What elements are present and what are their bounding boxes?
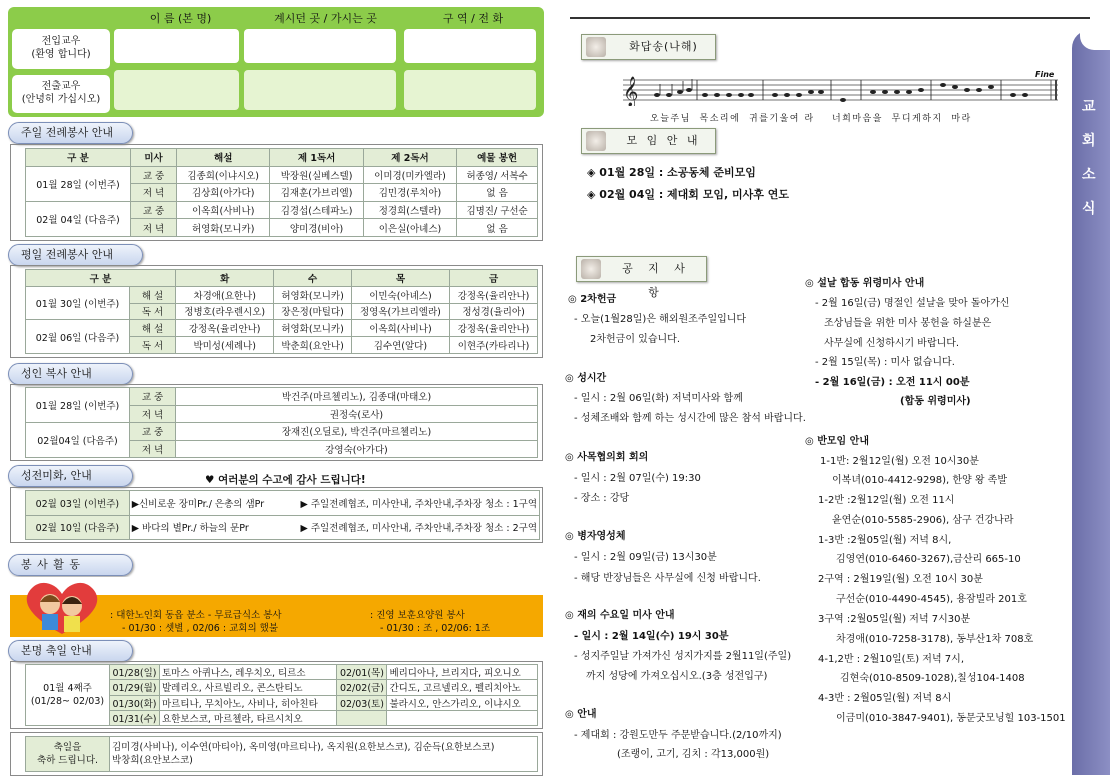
table-cell: 발레리오, 사르빌리오, 콘스탄티노 [160, 680, 337, 695]
transfer-out-zone-cell [404, 70, 536, 110]
transfer-in-label [12, 29, 110, 69]
hymn-fine: Fine [1035, 70, 1055, 79]
transfer-in-zone-cell [404, 29, 536, 63]
table-cell: ▶ 바다의 별Pr./ 하늘의 문Pr [129, 515, 298, 540]
notice-item-heading: ◎ 2차헌금 [568, 294, 617, 305]
mass-cell: 저 녁 [130, 405, 176, 423]
congrats-label-cell [26, 737, 110, 772]
table-cell: 김명진/ 구선순 [457, 201, 538, 219]
date-cell: 02/01(목) [337, 665, 387, 680]
ban-meeting-line: 1-1반: 2월12일(월) 오전 10시30분 [820, 456, 979, 467]
header-cell: 구 분 [26, 270, 176, 287]
transfer-in-name-cell [114, 29, 239, 63]
notice-item-line: - 장소 : 강당 [574, 493, 630, 504]
table-cell: 요한보스코, 마르첼라, 타르시치오 [160, 710, 337, 725]
transfer-out-label [12, 75, 110, 113]
date-cell: 01월 28일 (이번주) [26, 166, 131, 201]
table-cell: 허영화(모니카) [274, 320, 351, 337]
meeting-item-2: ◈ 02월 04일 : 제대회 모임, 미사후 연도 [587, 188, 789, 201]
service-title: 봉 사 활 동 [8, 554, 133, 576]
table-row [26, 166, 538, 184]
sunday-table-frame [10, 144, 543, 241]
congrats-label: 축일을 [53, 742, 82, 753]
table-cell: 불라시오, 안스가리오, 이냐시오 [387, 695, 538, 710]
meeting-title: 모 임 안 내 [626, 134, 701, 147]
notice-title: 공 지 사 항 [622, 262, 691, 299]
table-cell: 김수연(알다) [351, 337, 449, 354]
table-cell: ▶ 주일전례협조, 미사안내, 주차안내,주차장 청소 : 2구역 [299, 515, 540, 540]
sunday-title: 주일 전례봉사 안내 [8, 122, 133, 144]
table-cell: 허영화(모니카) [177, 219, 270, 237]
date-cell: 01/28(일) [110, 665, 160, 680]
header-cell: 금 [450, 270, 538, 287]
table-cell: 정병호(라우렌시오) [176, 303, 274, 320]
date-cell: 01/30(화) [110, 695, 160, 710]
table-cell: 이민숙(아녜스) [351, 286, 449, 303]
ban-meeting-line: 김현숙(010-8509-1028),칠성104-1408 [840, 673, 1025, 684]
table-cell: 박건주(마르첼리노), 김종대(마태오) [176, 388, 538, 406]
sunday-table [25, 148, 538, 237]
header-cell: 해설 [177, 149, 270, 167]
table-cell: 마르티나, 무치아노, 사비나, 히아친타 [160, 695, 337, 710]
transfer-in-place-cell [244, 29, 396, 63]
table-cell: 김재훈(가브리엘) [270, 184, 363, 202]
role-cell: 독 서 [130, 303, 176, 320]
table-cell: 김상희(아가다) [177, 184, 270, 202]
date-cell: 02월 06일 (다음주) [26, 320, 130, 354]
transfer-in-sub: (환영 합니다) [31, 49, 91, 60]
notice-item-heading: ◎ 반모임 안내 [805, 436, 869, 447]
header-cell: 수 [274, 270, 351, 287]
congrats-names: 김미경(사비나), 이수연(마티아), 옥미영(마르티나), 옥지원(요한보스코), 김순득(요한보스코) [112, 742, 495, 753]
notice-item-heading: ◎ 병자영성체 [565, 531, 626, 542]
sidebar-char-3: 소 [1082, 167, 1096, 183]
ban-meeting-line: 2구역 : 2월19일(월) 오전 10시 30분 [818, 574, 983, 585]
mass-cell: 교 중 [130, 423, 176, 441]
header-cell: 목 [351, 270, 449, 287]
table-cell [387, 710, 538, 725]
notice-item-line: - 해당 반장님들은 사무실에 신청 바랍니다. [574, 573, 761, 584]
notice-item-line: - 일시 : 2월 14일(수) 19시 30분 [574, 631, 729, 642]
table-cell: 없 음 [457, 219, 538, 237]
hymn-lyrics: 오늘주님 목소리에 귀를기울여 라 너희마음을 무디게하지 마라 [650, 114, 972, 124]
notice-item-heading: ◎ 재의 수요일 미사 안내 [565, 610, 675, 621]
sidebar-char-4: 식 [1082, 201, 1096, 217]
transfer-out-name-cell [114, 70, 239, 110]
congrats-frame [10, 732, 543, 776]
table-row [26, 270, 538, 287]
table-cell: 양미경(비아) [270, 219, 363, 237]
mass-cell: 교 중 [131, 201, 177, 219]
table-cell: 정영옥(가브리엘라) [351, 303, 449, 320]
welcome-panel [8, 7, 544, 117]
flowers-table [25, 490, 540, 540]
transfer-out-sub: (안녕히 가십시오) [21, 94, 101, 105]
transfer-in-text: 전입교우 [41, 36, 81, 47]
notice-item-heading: ◎ 안내 [565, 709, 597, 720]
date-cell: 02/03(토) [337, 695, 387, 710]
flowers-thanks: ♥ 여러분의 수고에 감사 드립니다! [205, 474, 366, 486]
table-cell: ▶신비로운 장미Pr./ 은총의 샘Pr [129, 491, 298, 516]
hymn-title: 화답송(나해) [629, 40, 698, 53]
table-cell: 박춘희(요안나) [274, 337, 351, 354]
table-row [26, 665, 538, 680]
praying-face-icon [586, 37, 606, 57]
notice-item-line: - 2월 16일(금) 명절인 설날을 맞아 돌아가신 [815, 298, 1010, 309]
praying-face-icon [586, 131, 606, 151]
table-cell: 허종영/ 서복수 [457, 166, 538, 184]
header-cell: 미사 [131, 149, 177, 167]
congrats-table [25, 736, 538, 772]
feast-title: 본명 축일 안내 [8, 640, 133, 662]
role-cell: 해 설 [130, 286, 176, 303]
notice-item-line: 조상님들을 위한 미사 봉헌을 하실분은 [824, 318, 992, 329]
table-cell: 정성경(율리아) [450, 303, 538, 320]
weekday-table [25, 269, 538, 354]
mass-cell: 저 녁 [131, 219, 177, 237]
welcome-header-zone: 구 역 / 전 화 [442, 12, 504, 25]
mass-cell: 교 중 [130, 388, 176, 406]
notice-item-line: - 일시 : 2월 06일(화) 저녁미사와 함께 [574, 393, 743, 404]
table-cell: 박미성(세례나) [176, 337, 274, 354]
sidebar-notch [1080, 30, 1110, 50]
table-row [26, 201, 538, 219]
date-cell: 01월 28일 (이번주) [26, 388, 130, 423]
ban-meeting-line: 윤연순(010-5585-2906), 삼구 건강나라 [832, 515, 1014, 526]
table-cell: ▶ 주일전례협조, 미사안내, 주차안내,주차장 청소 : 1구역 [299, 491, 540, 516]
notice-item-line: (조랭이, 고기, 김치 : 각13,000원) [617, 749, 770, 760]
table-cell: 이현주(카타리나) [450, 337, 538, 354]
mass-cell: 교 중 [131, 166, 177, 184]
notice-item-line: 2차헌금이 있습니다. [590, 334, 680, 345]
header-cell: 예물 봉헌 [457, 149, 538, 167]
flowers-title: 성전미화, 안내 [8, 465, 133, 487]
table-cell: 허영화(모니카) [274, 286, 351, 303]
notice-header [576, 256, 707, 299]
table-cell: 베리디아나, 브리지다, 피오니오 [387, 665, 538, 680]
header-cell: 제 1독서 [270, 149, 363, 167]
adult-title: 성인 복사 안내 [8, 363, 133, 385]
table-cell: 정경희(스텔라) [363, 201, 456, 219]
ban-meeting-line: 이복녀(010-4412-9298), 한양 왕 족발 [832, 475, 1007, 486]
date-cell: 01/29(월) [110, 680, 160, 695]
congrats-names-2: 박창희(요안보스코) [112, 755, 193, 766]
ban-meeting-line: 1-2반 :2월12일(월) 오전 11시 [818, 495, 955, 506]
notice-item-line: - 2월 15일(목) : 미사 없습니다. [815, 357, 955, 368]
ban-meeting-line: 구선순(010-4490-4545), 용잠빌라 201호 [836, 594, 1027, 605]
notice-item-line: - 제대회 : 강원도만두 주문받습니다.(2/10까지) [574, 730, 782, 741]
transfer-out-place-cell [244, 70, 396, 110]
table-row [26, 737, 538, 772]
table-row [26, 388, 538, 406]
role-cell: 해 설 [130, 320, 176, 337]
table-cell: 강영숙(아가다) [176, 440, 538, 458]
notice-item-line: - 일시 : 2월 07일(수) 19:30 [574, 473, 701, 484]
sidebar-banner [1072, 30, 1110, 775]
table-cell: 없 음 [457, 184, 538, 202]
service-left-2: - 01/30 : 셋별 , 02/06 : 교회의 했불 [122, 623, 279, 634]
table-row [26, 149, 538, 167]
notice-item-line: 까지 성당에 가져오십시오.(3층 성전입구) [586, 671, 768, 682]
table-cell: 차경애(요한나) [176, 286, 274, 303]
service-right-1: : 진영 보훈요양원 봉사 [370, 610, 465, 621]
feast-table-frame [10, 661, 543, 729]
table-cell: 이미경(미카엘라) [363, 166, 456, 184]
table-cell: 이옥희(사비나) [351, 320, 449, 337]
ban-meeting-line: 이금미(010-3847-9401), 동문굿모닝힐 103-1501 [836, 713, 1066, 724]
header-cell: 제 2독서 [363, 149, 456, 167]
table-cell: 강정옥(율리안나) [176, 320, 274, 337]
sidebar-char-1: 교 [1082, 99, 1096, 115]
notice-item-line: 사무실에 신청하시기 바랍니다. [824, 338, 960, 349]
praying-face-icon [581, 259, 601, 279]
feast-range: (01/28~ 02/03) [30, 696, 105, 707]
mass-cell: 저 녁 [131, 184, 177, 202]
notice-item-line: (합동 위령미사) [900, 396, 971, 407]
date-cell [337, 710, 387, 725]
svg-text:𝄞: 𝄞 [623, 77, 639, 106]
notice-item-line: - 일시 : 2월 09일(금) 13시30분 [574, 552, 717, 563]
adult-table [25, 387, 538, 458]
congrats-names-cell [110, 737, 538, 772]
table-cell: 김민경(루치아) [363, 184, 456, 202]
date-cell: 02월 03일 (이번주) [26, 491, 130, 516]
notice-item-heading: ◎ 성시간 [565, 373, 607, 384]
right-top-rule [570, 17, 1090, 19]
weekday-table-frame [10, 265, 543, 358]
transfer-out-text: 전출교우 [41, 81, 81, 92]
date-cell: 02월04일 (다음주) [26, 423, 130, 458]
adult-table-frame [10, 384, 543, 461]
notice-item-heading: ◎ 사목협의회 회의 [565, 452, 649, 463]
table-cell: 박장원(실베스텔) [270, 166, 363, 184]
table-cell: 이은실(아녜스) [363, 219, 456, 237]
meeting-item-1: ◈ 01월 28일 : 소공동체 준비모임 [587, 166, 756, 179]
table-cell: 김종희(이냐시오) [177, 166, 270, 184]
table-row [26, 423, 538, 441]
feast-week-cell [26, 665, 110, 726]
notice-item-line: - 오늘(1월28일)은 해외원조주일입니다 [574, 314, 747, 325]
table-row [26, 515, 540, 540]
table-cell: 권정숙(로사) [176, 405, 538, 423]
date-cell: 02월 04일 (다음주) [26, 201, 131, 236]
mass-cell: 저 녁 [130, 440, 176, 458]
ban-meeting-line: 3구역 :2월05일(월) 저녁 7시30분 [818, 614, 971, 625]
table-row [26, 320, 538, 337]
table-cell: 장은정(마틸다) [274, 303, 351, 320]
hymn-staff [623, 70, 1058, 106]
meeting-header [581, 128, 716, 154]
date-cell: 02/02(금) [337, 680, 387, 695]
congrats-label-sub: 축하 드립니다. [36, 755, 99, 766]
ban-meeting-line: 4-3반 : 2월05일(월) 저녁 8시 [818, 693, 952, 704]
table-cell: 장재진(오딜로), 박건주(마르첼리노) [176, 423, 538, 441]
header-cell: 구 분 [26, 149, 131, 167]
table-cell: 김경섭(스테파노) [270, 201, 363, 219]
hymn-header [581, 34, 716, 60]
table-cell: 토마스 아퀴나스, 레우치오, 티르소 [160, 665, 337, 680]
notice-item-line: - 성지주일날 가져가신 성지가지를 2월11일(주일) [574, 651, 792, 662]
ban-meeting-line: 4-1,2반 : 2월10일(토) 저녁 7시, [818, 654, 965, 665]
children-illustration [18, 580, 106, 636]
service-left-1: : 대한노인회 동읍 분소 - 무료급식소 봉사 [110, 610, 282, 621]
welcome-header-name: 이 름 (본 명) [149, 12, 212, 25]
date-cell: 01월 30일 (이번주) [26, 286, 130, 320]
sidebar-char-2: 회 [1082, 133, 1096, 149]
ban-meeting-line: 김영연(010-6460-3267),금산리 665-10 [836, 554, 1021, 565]
header-cell: 화 [176, 270, 274, 287]
service-banner [10, 577, 543, 637]
table-cell: 강정옥(율리안나) [450, 320, 538, 337]
table-cell: 강정옥(율리안나) [450, 286, 538, 303]
service-right-2: - 01/30 : 조 , 02/06: 1조 [380, 623, 491, 634]
notice-item-line: - 2월 16일(금) : 오전 11시 00분 [815, 377, 970, 388]
role-cell: 독 서 [130, 337, 176, 354]
notice-item-heading: ◎ 설날 합동 위령미사 안내 [805, 278, 925, 289]
weekday-title: 평일 전례봉사 안내 [8, 244, 143, 266]
table-row [26, 286, 538, 303]
ban-meeting-line: 1-3반 :2월05일(월) 저녁 8시, [818, 535, 952, 546]
table-row [26, 491, 540, 516]
notice-item-line: - 성체조배와 함께 하는 성시간에 많은 참석 바랍니다. [574, 413, 806, 424]
welcome-header-place: 계시던 곳 / 가시는 곳 [274, 12, 377, 25]
flowers-table-frame [10, 487, 543, 543]
table-cell: 간디도, 고르넬리오, 펠리치아노 [387, 680, 538, 695]
date-cell: 02월 10일 (다음주) [26, 515, 130, 540]
ban-meeting-line: 차경애(010-7258-3178), 동부산1차 708호 [836, 634, 1034, 645]
table-cell: 이옥희(사비나) [177, 201, 270, 219]
feast-week: 01월 4째주 [43, 683, 92, 694]
date-cell: 01/31(수) [110, 710, 160, 725]
feast-table [25, 664, 538, 726]
